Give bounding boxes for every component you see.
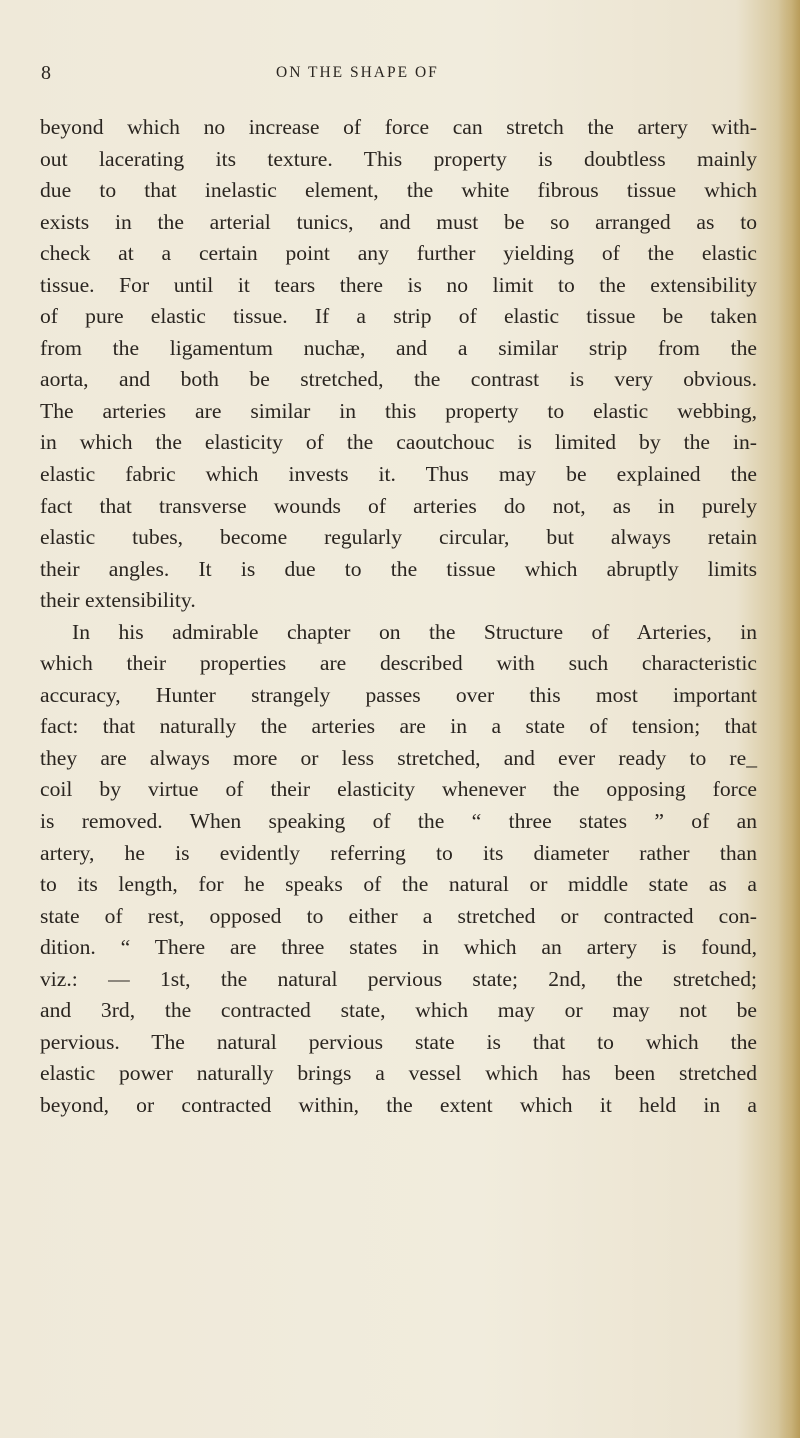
paragraph: [40, 617, 757, 1122]
text-line: elastic tubes, become regularly circular, but always retain: [40, 525, 757, 550]
text-line: of pure elastic tissue. If a strip of elastic tissue be taken: [40, 304, 757, 329]
text-line: check at a certain point any further yielding of the elastic: [40, 241, 757, 266]
text-line: is removed. When speaking of the “ three states ” of an: [40, 809, 757, 834]
text-line: their angles. It is due to the tissue which abruptly limits: [40, 556, 757, 581]
text-line: beyond which no increase of force can stretch the artery with-: [40, 115, 757, 139]
text-line: The arteries are similar in this property to elastic webbing,: [40, 398, 757, 423]
text-line: viz.: — 1st, the natural pervious state; 2nd, the stretched;: [40, 966, 757, 991]
text-line: to its length, for he speaks of the natural or middle state as a: [40, 872, 757, 897]
text-line: elastic power naturally brings a vessel which has been stretched: [40, 1061, 757, 1086]
text-line: their extensibility.: [40, 588, 196, 613]
text-line: which their properties are described with such characteristic: [40, 651, 757, 676]
text-line: out lacerating its texture. This property is doubtless mainly: [40, 146, 757, 171]
text-line: state of rest, opposed to either a stretched or contracted con-: [40, 903, 757, 928]
text-line: pervious. The natural pervious state is that to which the: [40, 1029, 757, 1054]
text-line: coil by virtue of their elasticity whenever the opposing force: [40, 777, 757, 802]
text-line: aorta, and both be stretched, the contrast is very obvious.: [40, 367, 757, 392]
paragraph: [40, 112, 757, 617]
text-line: fact that transverse wounds of arteries do not, as in purely: [40, 493, 757, 518]
text-line: beyond, or contracted within, the extent which it held in a: [40, 1092, 757, 1117]
body-text: [40, 112, 757, 1122]
text-line: they are always more or less stretched, and ever ready to re_: [40, 745, 757, 770]
text-line: accuracy, Hunter strangely passes over this most important: [40, 682, 757, 707]
page-edge-shadow: [778, 0, 800, 1438]
text-line: fact: that naturally the arteries are in a state of tension; that: [40, 714, 757, 739]
text-line: In his admirable chapter on the Structure of Arteries, in: [72, 619, 757, 644]
text-line: due to that inelastic element, the white fibrous tissue which: [40, 178, 757, 203]
text-line: elastic fabric which invests it. Thus may be explained the: [40, 462, 757, 487]
text-line: in which the elasticity of the caoutchouc is limited by the in-: [40, 430, 757, 455]
page-number: 8: [41, 62, 52, 84]
text-line: artery, he is evidently referring to its diameter rather than: [40, 840, 757, 865]
text-line: tissue. For until it tears there is no limit to the extensibility: [40, 272, 757, 297]
text-line: from the ligamentum nuchæ, and a similar strip from the: [40, 335, 757, 360]
text-line: exists in the arterial tunics, and must be so arranged as to: [40, 209, 757, 234]
running-title: ON THE SHAPE OF: [276, 64, 439, 81]
text-line: dition. “ There are three states in which an artery is found,: [40, 935, 757, 960]
text-line: and 3rd, the contracted state, which may or may not be: [40, 998, 757, 1023]
running-head: [0, 62, 800, 92]
